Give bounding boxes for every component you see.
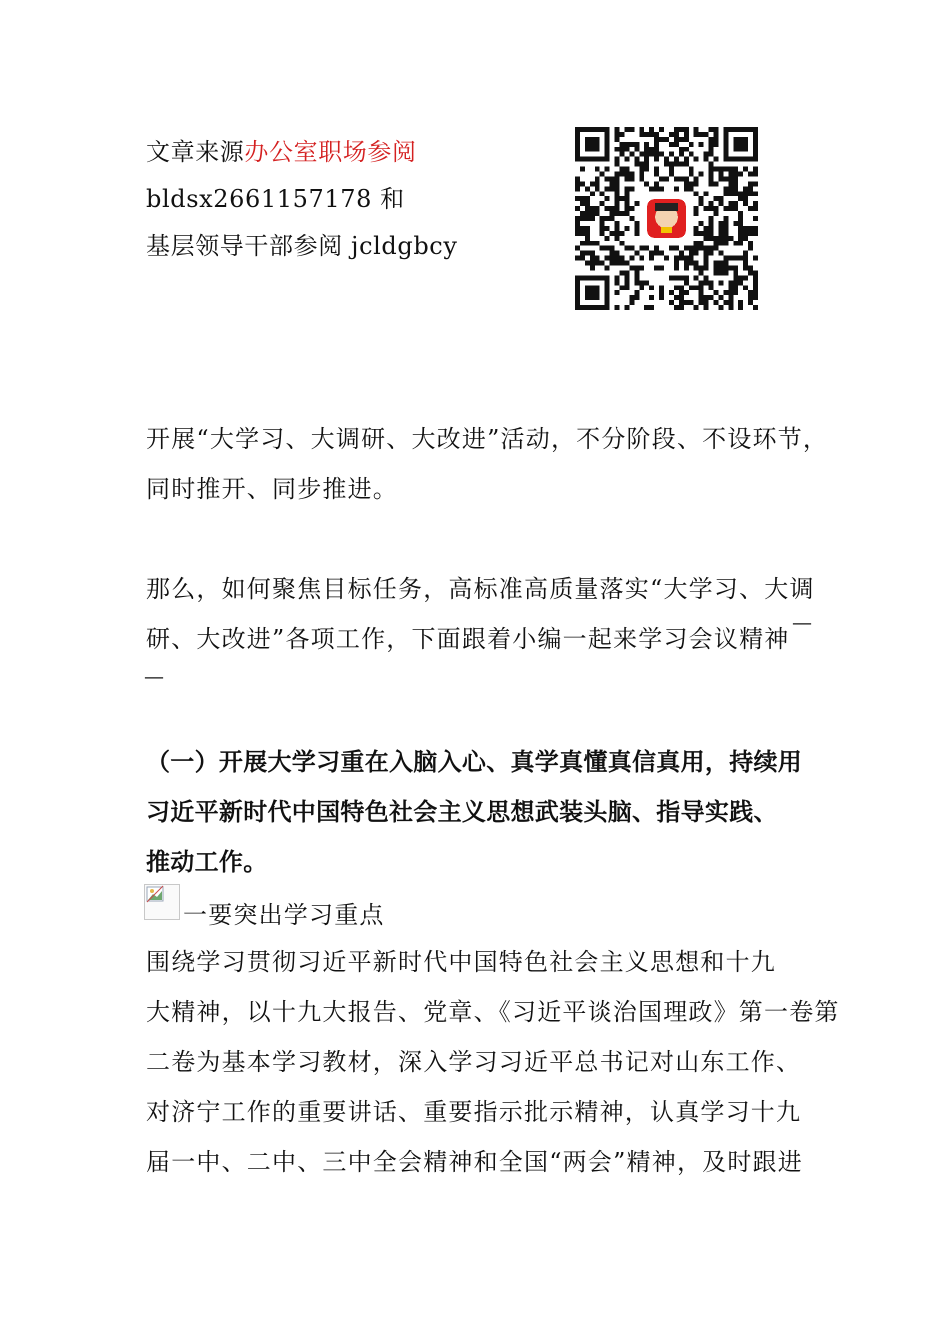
paragraph-2-line-1: 那么，如何聚焦目标任务，高标准高质量落实“大学习、大调 (146, 575, 815, 603)
section-heading-line-1: （一）开展大学习重在入脑入心、真学真懂真信真用，持续用 (146, 748, 803, 776)
paragraph-3-line-5: 届一中、二中、三中全会精神和全国“两会”精神，及时跟进 (146, 1148, 803, 1176)
subheading: 一要突出学习重点 (183, 901, 385, 929)
section-heading-line-2: 习近平新时代中国特色社会主义思想武装头脑、指导实践、 (146, 798, 778, 826)
paragraph-2-line-2: 研、大改进”各项工作，下面跟着小编一起来学习会议精神 (146, 625, 790, 653)
paragraph-3-line-3: 二卷为基本学习教材，深入学习习近平总书记对山东工作、 (146, 1048, 802, 1076)
source-account-link[interactable]: 办公室职场参阅 (244, 138, 417, 166)
paragraph-1-line-1: 开展“大学习、大调研、大改进”活动，不分阶段、不设环节， (146, 425, 829, 453)
paragraph-3-line-4: 对济宁工作的重要讲话、重要指示批示精神，认真学习十九 (146, 1098, 802, 1126)
section-heading-line-3: 推动工作。 (146, 848, 268, 876)
qr-code-icon (575, 127, 758, 310)
source-line-2: bldsx2661157178 和 (146, 185, 405, 213)
source-line-3: 基层领导干部参阅 jcldgbcy (146, 232, 458, 260)
source-line-1 (146, 137, 417, 167)
broken-image-icon (144, 884, 180, 920)
source-label: 文章来源 (146, 138, 245, 166)
trailing-mark-top: — (792, 610, 812, 634)
trailing-mark-bottom: — (144, 664, 164, 688)
paragraph-3-line-2: 大精神，以十九大报告、党章、《习近平谈治国理政》第一卷第 (146, 998, 840, 1026)
paragraph-3-line-1: 围绕学习贯彻习近平新时代中国特色社会主义思想和十九 (146, 948, 776, 976)
paragraph-1-line-2: 同时推开、同步推进。 (146, 475, 398, 503)
